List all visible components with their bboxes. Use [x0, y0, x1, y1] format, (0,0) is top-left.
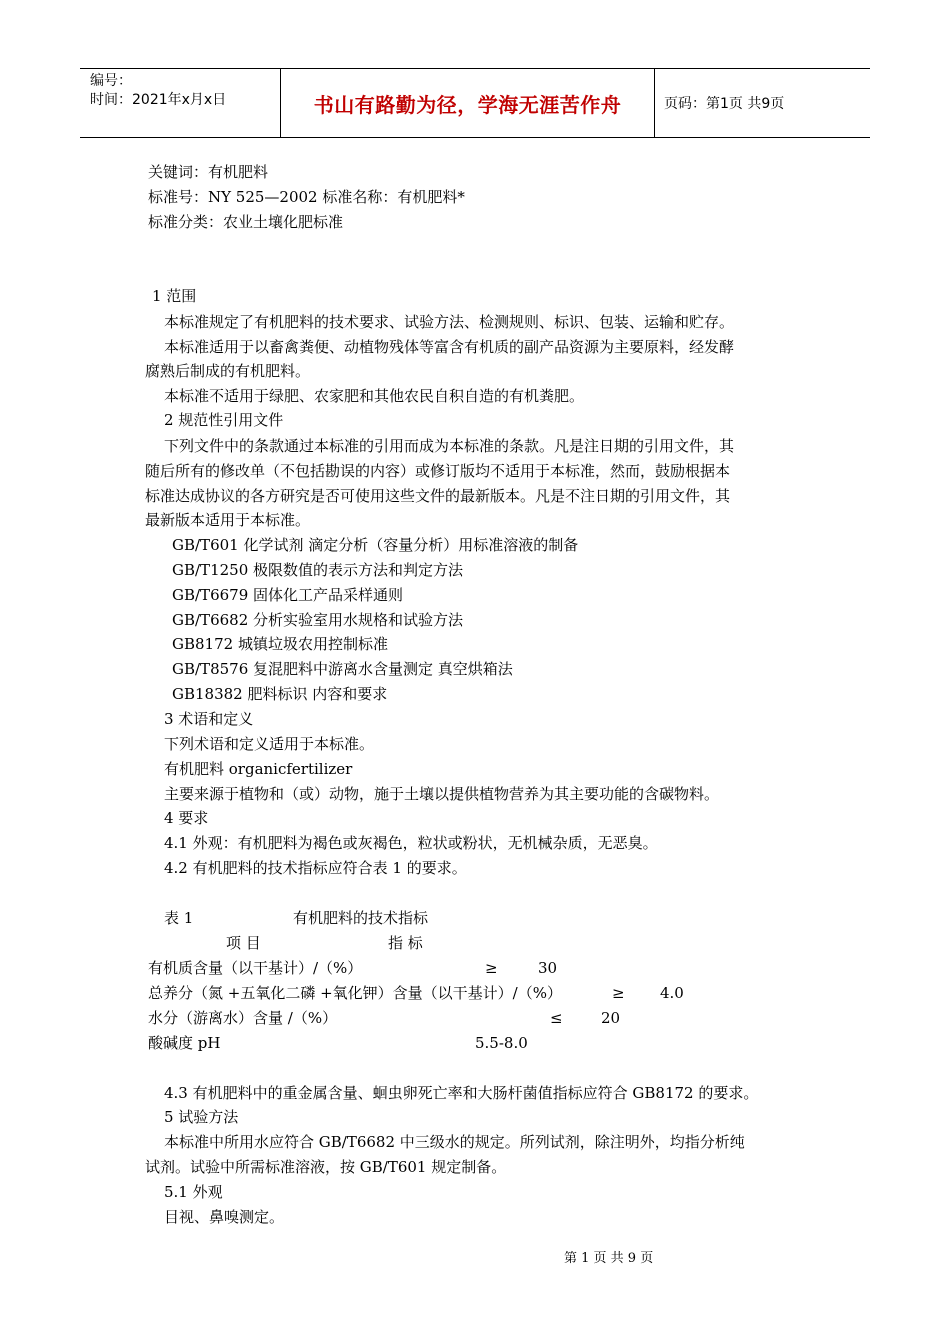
reference-item: GB/T8576 复混肥料中游离水含量测定 真空烘箱法 — [172, 660, 513, 678]
number-label: 编号： — [90, 73, 132, 89]
category-line: 标准分类：农业土壤化肥标准 — [148, 213, 344, 231]
keywords-line: 关键词：有机肥料 — [148, 163, 269, 181]
paragraph: 本标准规定了有机肥料的技术要求、试验方法、检测规则、标识、包装、运输和贮存。 — [164, 313, 735, 331]
section-3-title: 3 术语和定义 — [164, 710, 254, 728]
row-name: 酸碱度 pH — [148, 1034, 221, 1052]
paragraph: 本标准适用于以畜禽粪便、动植物残体等富含有机质的副产品资源为主要原料，经发酵 — [164, 338, 735, 356]
reference-item: GB/T6679 固体化工产品采样通则 — [172, 586, 404, 604]
paragraph: 本标准中所用水应符合 GB/T6682 中三级水的规定。所列试剂，除注明外，均指分析纯 — [164, 1133, 745, 1151]
paragraph: 4.1 外观：有机肥料为褐色或灰褐色，粒状或粉状，无机械杂质，无恶臭。 — [164, 834, 658, 852]
definition-line: 主要来源于植物和（或）动物，施于土壤以提供植物营养为其主要功能的含碳物料。 — [164, 785, 720, 803]
row-operator: ≥ — [485, 959, 498, 977]
subsection-title: 5.1 外观 — [164, 1183, 223, 1201]
table-header-item: 项 目 — [226, 934, 261, 952]
paragraph: 4.3 有机肥料中的重金属含量、蛔虫卵死亡率和大肠杆菌值指标应符合 GB8172 的要求。 — [164, 1084, 759, 1102]
section-2-title: 2 规范性引用文件 — [164, 411, 284, 429]
row-value: 4.0 — [660, 984, 684, 1002]
section-5-title: 5 试验方法 — [164, 1108, 239, 1126]
page-header — [80, 68, 870, 138]
table-header-index: 指 标 — [388, 934, 423, 952]
page-info: 页码：第1页 共9页 — [664, 96, 785, 112]
paragraph: 标准达成协议的各方研究是否可使用这些文件的最新版本。凡是不注日期的引用文件，其 — [145, 487, 731, 505]
reference-item: GB/T601 化学试剂 滴定分析（容量分析）用标准溶液的制备 — [172, 536, 579, 554]
standard-line: 标准号：NY 525—2002 标准名称：有机肥料* — [148, 188, 465, 206]
motto-text: 书山有路勤为径，学海无涯苦作舟 — [313, 92, 622, 117]
header-left-cell — [80, 69, 281, 137]
row-name: 水分（游离水）含量 /（%） — [148, 1009, 338, 1027]
paragraph: 最新版本适用于本标准。 — [145, 511, 311, 529]
row-operator: ≤ — [550, 1009, 563, 1027]
header-middle-cell — [281, 69, 655, 137]
paragraph: 目视、鼻嗅测定。 — [164, 1208, 285, 1226]
reference-item: GB18382 肥料标识 内容和要求 — [172, 685, 388, 703]
paragraph: 本标准不适用于绿肥、农家肥和其他农民自积自造的有机粪肥。 — [164, 387, 585, 405]
row-operator: ≥ — [612, 984, 625, 1002]
paragraph: 试剂。试验中所需标准溶液，按 GB/T601 规定制备。 — [145, 1158, 507, 1176]
reference-item: GB/T6682 分析实验室用水规格和试验方法 — [172, 611, 464, 629]
paragraph: 腐熟后制成的有机肥料。 — [145, 362, 311, 380]
paragraph: 下列文件中的条款通过本标准的引用而成为本标准的条款。凡是注日期的引用文件，其 — [164, 437, 735, 455]
term-line: 有机肥料 organicfertilizer — [164, 760, 353, 778]
paragraph: 4.2 有机肥料的技术指标应符合表 1 的要求。 — [164, 859, 467, 877]
row-name: 有机质含量（以干基计）/（%） — [148, 959, 363, 977]
table-label: 表 1 — [164, 909, 194, 927]
row-value: 20 — [601, 1009, 621, 1027]
row-value: 30 — [538, 959, 558, 977]
row-value: 5.5-8.0 — [475, 1034, 528, 1052]
reference-item: GB/T1250 极限数值的表示方法和判定方法 — [172, 561, 464, 579]
header-right-cell — [655, 69, 870, 137]
reference-item: GB8172 城镇垃圾农用控制标准 — [172, 635, 388, 653]
section-1-title: 1 范围 — [152, 287, 197, 305]
section-4-title: 4 要求 — [164, 809, 209, 827]
paragraph: 随后所有的修改单（不包括勘误的内容）或修订版均不适用于本标准，然而，鼓励根据本 — [145, 462, 731, 480]
row-name: 总养分（氮 +五氧化二磷 +氧化钾）含量（以干基计）/（%） — [148, 984, 562, 1002]
table-title: 有机肥料的技术指标 — [293, 909, 429, 927]
page-footer: 第 1 页 共 9 页 — [564, 1251, 654, 1266]
paragraph: 下列术语和定义适用于本标准。 — [164, 735, 375, 753]
time-label: 时间：2021年x月x日 — [90, 92, 227, 108]
